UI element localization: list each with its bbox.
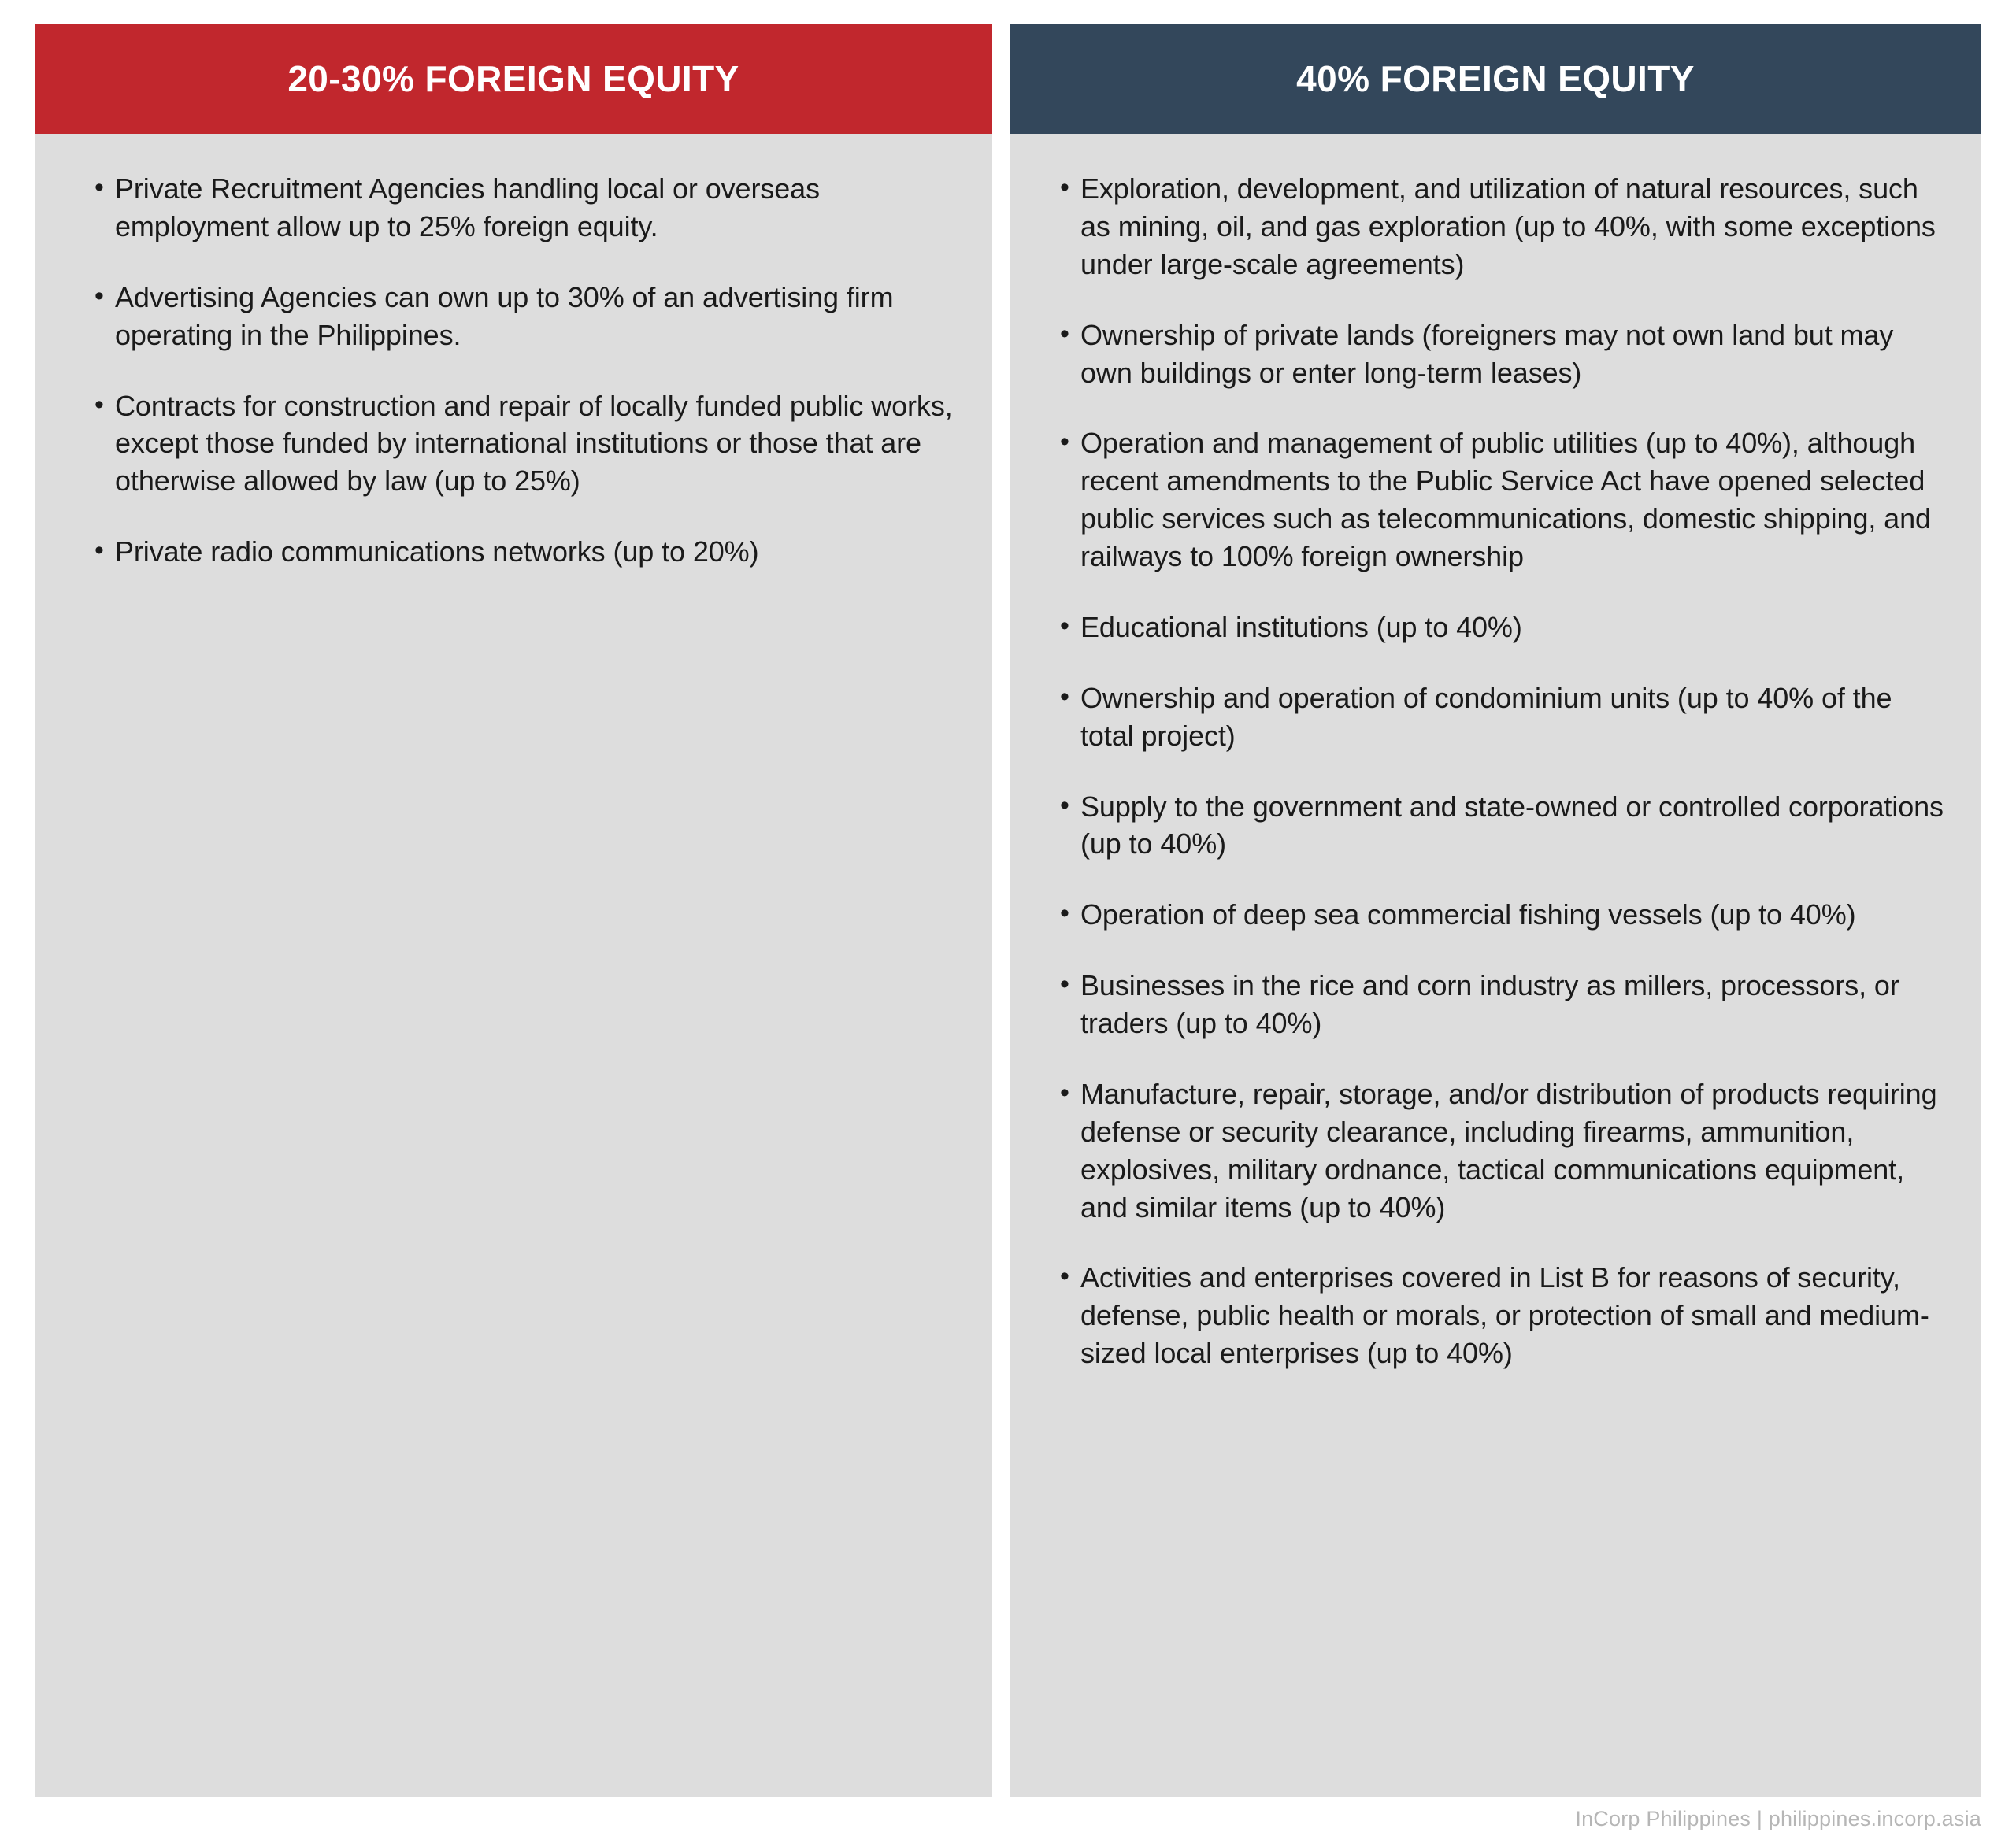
- list-item: • Ownership and operation of condominium units (up to 40% of the total project): [1060, 679, 1945, 755]
- column-right-list: [1060, 170, 1945, 1372]
- column-right-title: 40% FOREIGN EQUITY: [1296, 58, 1695, 100]
- list-item: • Contracts for construction and repair of locally funded public works, except those funded by international institutions or those that are otherwise allowed by law (up to 25%): [94, 387, 956, 501]
- list-item: • Ownership of private lands (foreigners may not own land but may own buildings or enter long-term leases): [1060, 316, 1945, 392]
- list-item: • Operation and management of public utilities (up to 40%), although recent amendments to the Public Service Act have opened selected public services such as telecommunications, domestic shipping, and railways to 100% foreign ownership: [1060, 424, 1945, 576]
- column-left-header: [35, 24, 992, 134]
- list-item: • Educational institutions (up to 40%): [1060, 609, 1945, 646]
- columns-container: [35, 24, 1981, 1797]
- column-right-body: [1010, 134, 1981, 1797]
- column-right-header: [1010, 24, 1981, 134]
- list-item: • Activities and enterprises covered in List B for reasons of security, defense, public health or morals, or protection of small and medium-sized local enterprises (up to 40%): [1060, 1259, 1945, 1372]
- column-left-body: [35, 134, 992, 1797]
- column-right: [1010, 24, 1981, 1797]
- list-item: • Private Recruitment Agencies handling local or overseas employment allow up to 25% foreign equity.: [94, 170, 956, 246]
- list-item: • Businesses in the rice and corn industry as millers, processors, or traders (up to 40%): [1060, 967, 1945, 1042]
- list-item: • Exploration, development, and utilization of natural resources, such as mining, oil, and gas exploration (up to 40%, with some exceptions under large-scale agreements): [1060, 170, 1945, 283]
- column-left: [35, 24, 992, 1797]
- list-item: • Advertising Agencies can own up to 30% of an advertising firm operating in the Philippines.: [94, 279, 956, 354]
- list-item: • Private radio communications networks (up to 20%): [94, 533, 956, 571]
- list-item: • Manufacture, repair, storage, and/or distribution of products requiring defense or security clearance, including firearms, ammunition, explosives, military ordnance, tactical communications equipment, and similar items (up to 40%): [1060, 1075, 1945, 1227]
- list-item: • Operation of deep sea commercial fishing vessels (up to 40%): [1060, 896, 1945, 934]
- column-left-list: [94, 170, 956, 571]
- list-item: • Supply to the government and state-owned or controlled corporations (up to 40%): [1060, 788, 1945, 864]
- footer-attribution: InCorp Philippines | philippines.incorp.asia: [1575, 1807, 1981, 1830]
- column-left-title: 20-30% FOREIGN EQUITY: [287, 58, 739, 100]
